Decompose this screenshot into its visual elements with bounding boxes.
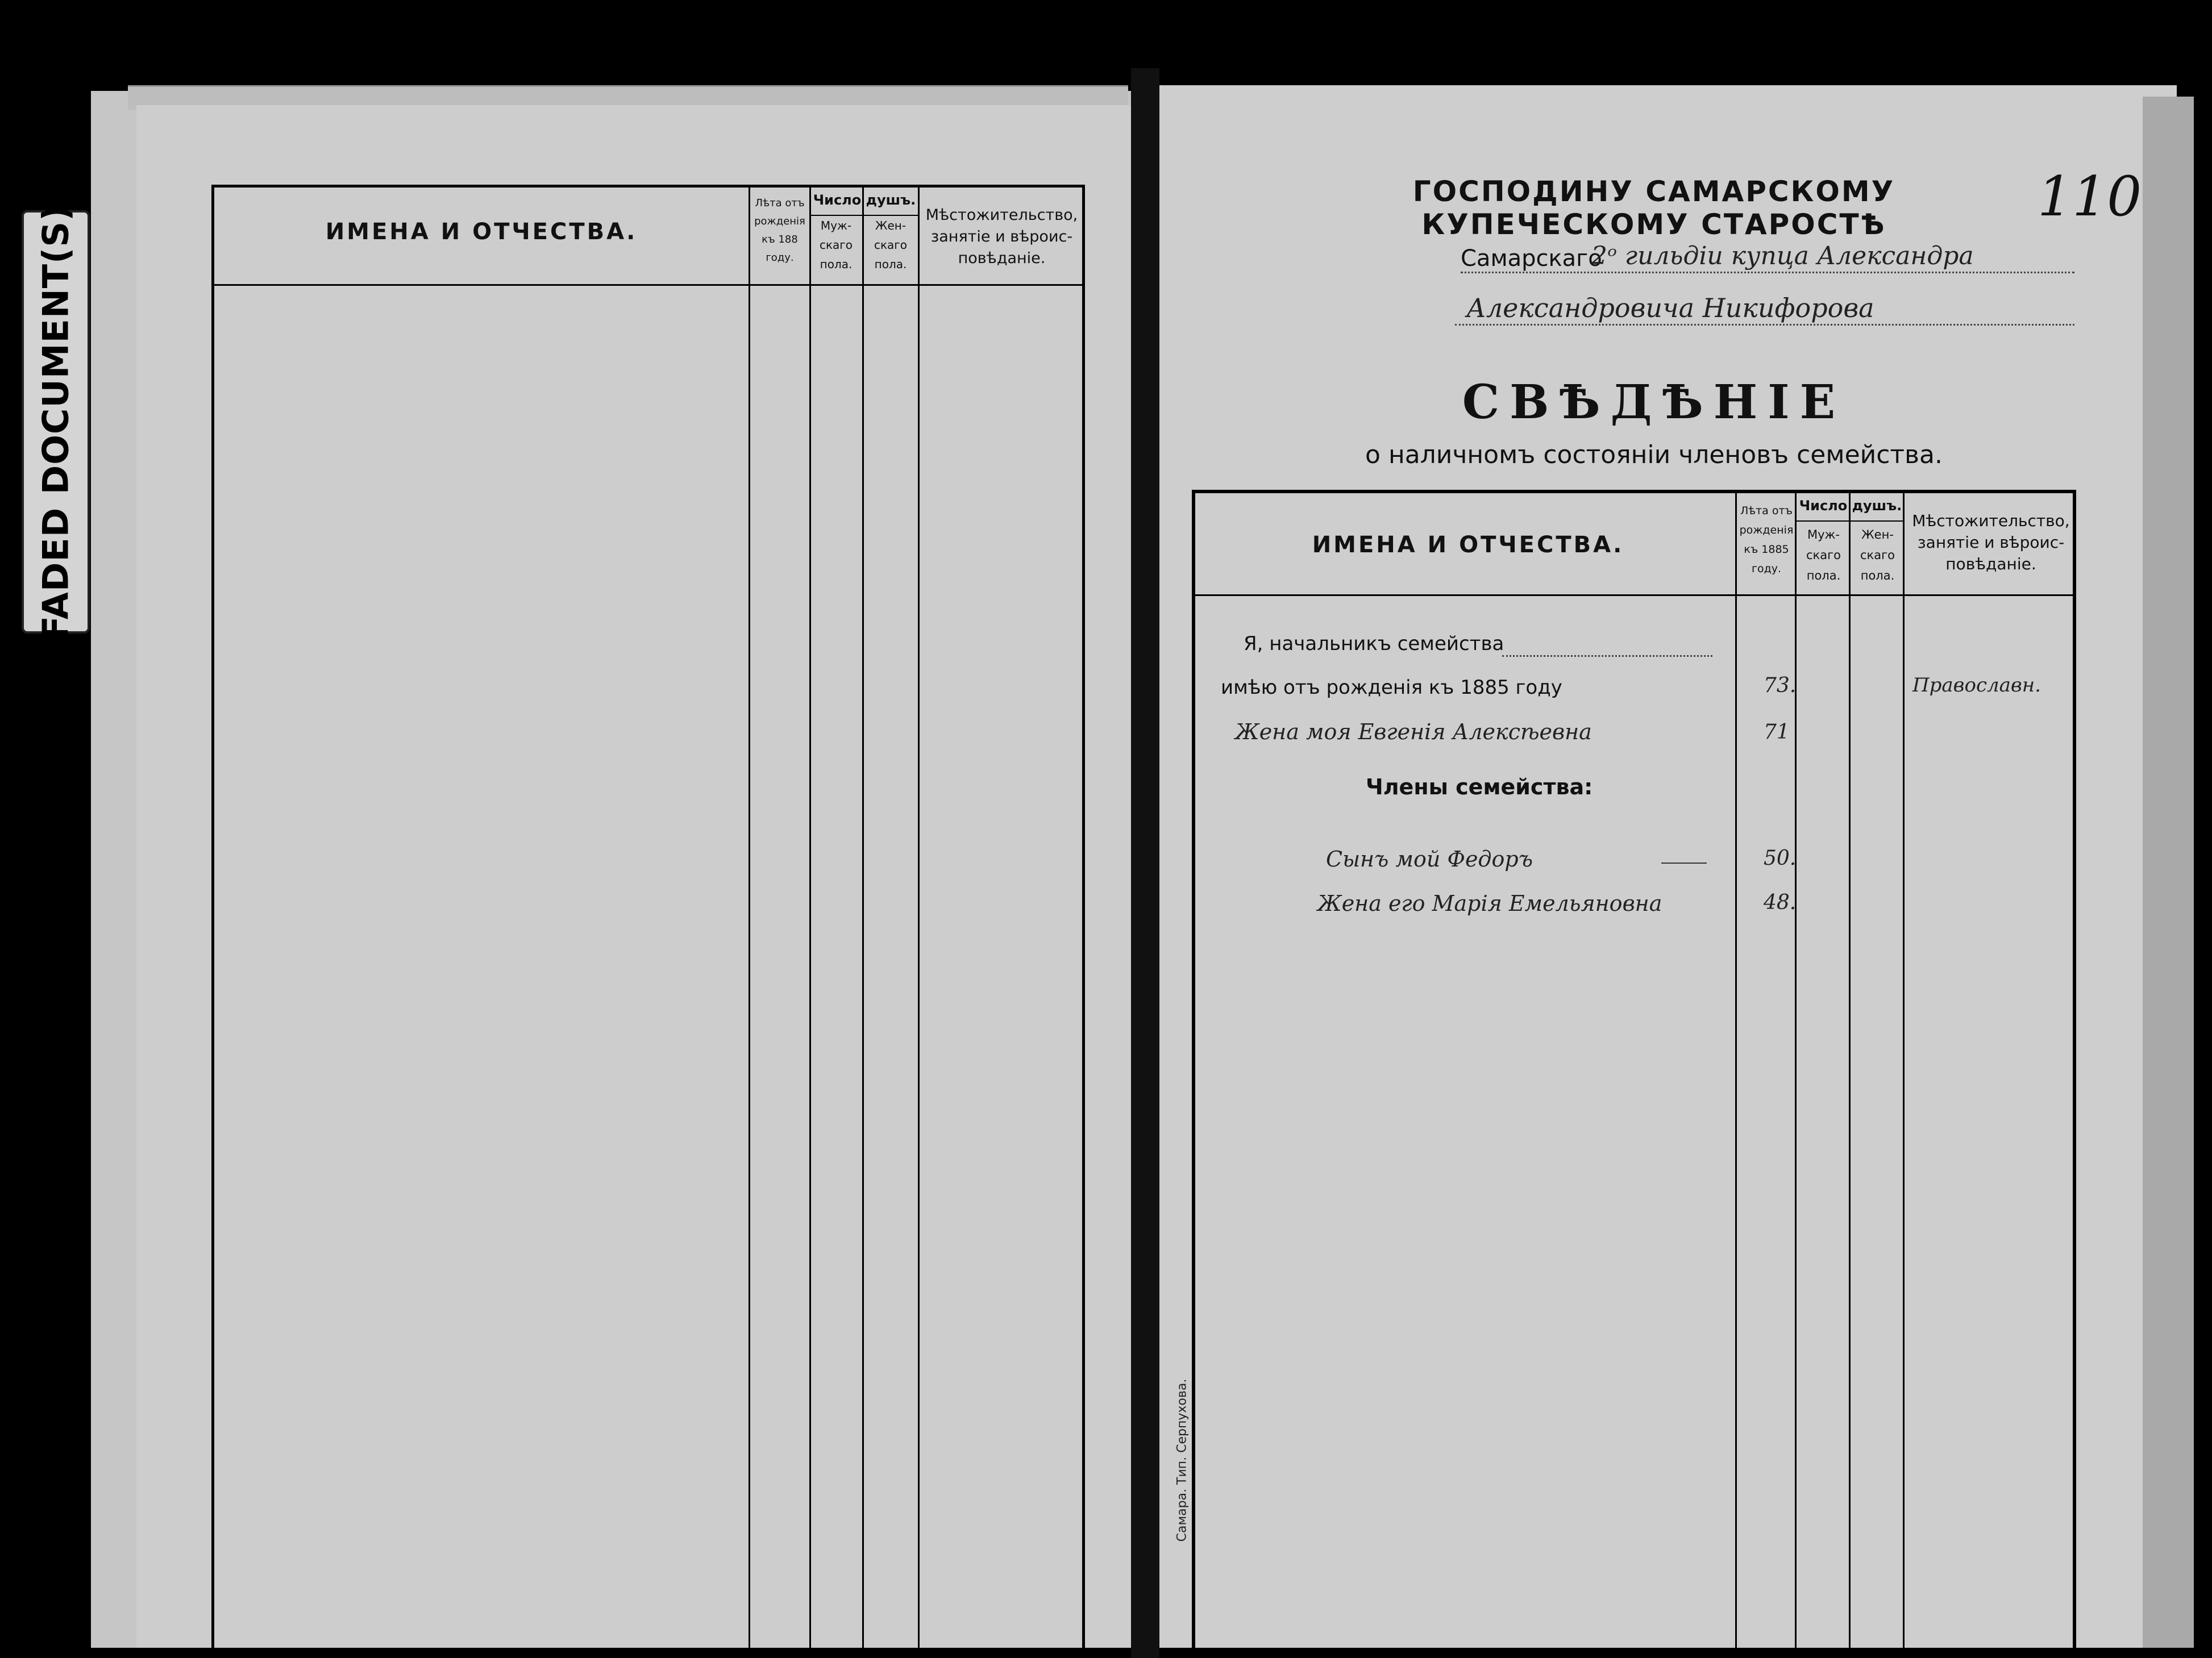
head-of-family-line: Я, начальникъ семейства: [1244, 632, 1504, 655]
right-header-years: Лѣта отъ рожденія къ 1885 году.: [1739, 505, 1794, 575]
document-subtitle: о наличномъ состояніи членовъ семейства.: [1365, 440, 1943, 469]
family-table: [1192, 490, 2076, 1651]
members-title: Члены семейства:: [1366, 774, 1593, 799]
tab-label: FADED DOCUMENT(S): [35, 204, 77, 640]
wife-line: Жена моя Евгенія Алексѣевна: [1235, 719, 1592, 744]
right-header-names: ИМЕНА И ОТЧЕСТВА.: [1312, 532, 1624, 558]
merchant-name-handwritten: Александровича Никифорова: [1466, 293, 1874, 323]
left-header-female: Жен- скаго пола.: [874, 219, 908, 271]
right-header-male: Муж- скаго пола.: [1806, 528, 1841, 582]
age-line: имѣю отъ рожденія къ 1885 году: [1221, 676, 1562, 699]
printer-imprint: [1171, 1364, 1194, 1557]
page-number: 110: [2038, 165, 2142, 228]
book-spine: [1131, 68, 1159, 1658]
right-header-female: Жен- скаго пола.: [1860, 528, 1895, 582]
right-header-souls: Число душъ.: [1799, 498, 1902, 514]
printer-imprint-text: Самара. Тип. Серпухова.: [1175, 1378, 1190, 1542]
addressee-heading: ГОСПОДИНУ САМАРСКОМУ КУПЕЧЕСКОМУ СТАРОСТѢ: [1412, 175, 1895, 241]
member-row-1-name: Сынъ мой Федоръ: [1326, 847, 1533, 872]
left-blank-form: [211, 185, 1085, 1651]
left-header-male: Муж- скаго пола.: [819, 219, 853, 271]
document-title: СВѢДѢНІЕ: [1462, 375, 1846, 430]
faded-documents-tab: [22, 204, 90, 640]
merchant-line-handwritten: 2ᵒ гильдіи купца Александра: [1591, 241, 1974, 270]
wife-age: 71: [1764, 720, 1790, 744]
merchant-line-rule: [1461, 272, 2074, 273]
left-header-years: Лѣта отъ рожденія къ 188 году.: [754, 197, 805, 264]
left-header-names: ИМЕНА И ОТЧЕСТВА.: [325, 219, 638, 245]
member-row-2-age: 48.: [1764, 891, 1797, 914]
member-row-1-age: 50.: [1764, 847, 1797, 870]
member-row-2-name: Жена его Марія Емельяновна: [1317, 891, 1662, 916]
right-page-edge: [2143, 97, 2194, 1648]
head-age: 73.: [1764, 674, 1797, 697]
right-header-residence: Мѣстожительство, занятіе и вѣроис- повѣданіе.: [1912, 511, 2070, 573]
left-header-souls: Число душъ.: [813, 192, 916, 208]
merchant-line-printed: Самарскаго: [1461, 245, 1602, 272]
residence-handwritten: Православн.: [1912, 674, 2041, 697]
left-header-residence: Мѣстожительство, занятіе и вѣроис- повѣданіе.: [925, 206, 1078, 267]
merchant-name-rule: [1455, 324, 2074, 326]
